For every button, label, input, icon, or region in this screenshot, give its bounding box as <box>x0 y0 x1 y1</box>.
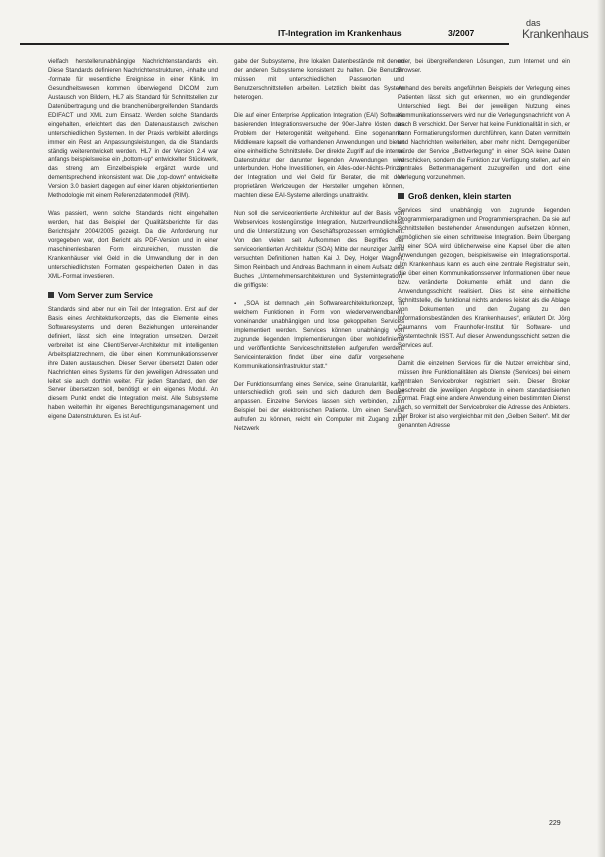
paragraph: Anhand des bereits angeführten Beispiels der Verlegung eines Patienten lässt sich gut erkennen, wo ein grundlegender Unterschied liegt. Bei der jeweiligen Nutzung eines Kommunikationsservers wird nur die Verlegungsnachricht von A nach B verschickt. Der Server hat keine Funktionalität in sich, er kann Formatierungsformen durchführen, kann Daten vermitteln und Nachrichten weiterleiten, aber mehr nicht. Demgegenüber würde der Service „Bettverlegung“ in einer SOA keine Daten verschicken, sondern die Funktion zur Verfügung stellen, auf ein zentrales Bettenmanagement zuzugreifen und dort eine Verlegung vorzunehmen. <box>398 85 570 182</box>
column-1 <box>48 58 218 431</box>
paragraph: gabe der Subsysteme, ihre lokalen Datenbestände mit denen der anderen Subsysteme konsistent zu halten. Die Benutzer müssen mit unterschiedlichen Passworten und Benutzerschnittstellen arbeiten. Letztlich bleibt das System heterogen. <box>234 59 404 101</box>
scan-edge-shadow <box>597 0 605 857</box>
section-heading-text: Groß denken, klein starten <box>408 192 512 202</box>
square-bullet-icon <box>48 292 54 298</box>
paragraph: Damit die einzelnen Services für die Nutzer erreichbar sind, müssen ihre Funktionalitäten als Dienste (Services) bei einem zentralen Servicebroker registriert sein. Dieser Broker beschreibt die jeweiligen Angebote in einem standardisierten Format. Fragt eine andere Anwendung einen bestimmten Dienst nach, so vermittelt der Servicebroker die Adresse des Anbieters. Der Broker ist also vergleichbar mit den „Gelben Seiten“. Mit der genannten Adresse <box>398 360 570 430</box>
header-issue: 3/2007 <box>448 28 475 38</box>
page-number: 229 <box>549 820 561 827</box>
paragraph: Die auf einer Enterprise Application Integration (EAI) Software basierenden Integrationsversuche der 90er-Jahre lösten das Problem der Heterogenität weitgehend. Eine sogenannte Middleware kapselt die vorhandenen Anwendungen und bietet eine einheitliche Schnittstelle. Der direkte Zugriff auf die interne Datenstruktur der darunter liegenden Anwendungen wird unterbunden. Hohe Investitionen, ein Alles-oder-Nichts-Prinzip der Integration und viel Geld für Berater, die mit den proprietären Werkzeugen der Hersteller umgehen können, machten diese EAI-Systeme allerdings unattraktiv. <box>234 112 404 200</box>
paragraph: Was passiert, wenn solche Standards nicht eingehalten werden, hat das Beispiel der Qualitätsberichte für das Berichtsjahr 2004/2005 gezeigt. Da die Anforderung nur vorgegeben war, dort Bericht als PDF-Version und in einer maschinenlesbaren Form einzureichen, mussten die Krankenhäuser viel Geld in die Umwandlung der in den unterschiedlichsten Formaten gespeicherten Daten in das XML-Format investieren. <box>48 211 218 280</box>
section-heading-text: Vom Server zum Service <box>58 290 153 300</box>
logo-name: Krankenhaus <box>522 27 589 41</box>
definition-quote: ▪ „SOA ist demnach „ein Softwarearchitekturkonzept, in welchem Funktionen in Form von wiederverwendbaren, voneinander unabhängigen und lose gekoppelten Services implementiert werden. Services können unabhängig von zugrunde liegenden Implementierungen über wohldefinierte und veröffentlichte Serviceschnittstellen aufgerufen werden. Serviceinteraktion findet über eine dafür vorgesehene Kommunikationsinfrastruktur statt.“ <box>234 300 404 370</box>
paragraph: oder, bei übergreifenderen Lösungen, zum Internet und ein Browser. <box>398 59 570 74</box>
section-heading <box>398 192 570 202</box>
logo-das: das <box>526 18 541 28</box>
header-section-title: IT-Integration im Krankenhaus <box>278 28 402 38</box>
page-header <box>20 18 589 48</box>
paragraph: vielfach herstellerunabhängige Nachrichtenstandards ein. Diese Standards definieren Nachrichtenstrukturen, -inhalte und -formate für wesentliche Ereignisse in einer Klinik. Im Gesundheitswesen kommen überwiegend DICOM zum Austausch von Bildern, HL7 als Standard für Schnittstellen zur Datenübertragung und die branchenübergreifenden Standards EDIFACT und XML zum Einsatz. Werden solche Standards eingehalten, erleichtert das den Datenaustausch zwischen unterschiedlichen Systemen. In der Praxis verbleibt allerdings immer ein Rest an Anpassungsleistungen, da die Standards ständig weiterentwickelt werden. HL7 in der Version 2.4 war anfangs beispielsweise ein „bottom-up“ entwickelter Stückwerk, das streng am Einzelbeispiele ergänzt wurde und dementsprechend inkonsistent war. Die „top-down“ entwickelte Version 3.0 basiert dagegen auf einer klaren objektorientierten Methodologie mit einem Referenzdatenmodell (RIM). <box>48 59 218 200</box>
paragraph: Standards sind aber nur ein Teil der Integration. Erst auf der Basis eines Architekturkonzepts, das die Elemente eines Softwaresystems und deren Beziehungen untereinander definiert, lässt sich eine Integration umsetzen. Derzeit verbreitet ist eine Client/Server-Architektur mit intelligenten Arbeitsplatzrechnern, die über einen Kommunikationsserver ihre Daten austauschen. Dieser Server übersetzt Daten oder Nachrichten eines Systems für den jeweiligen Adressaten und leitet sie auch dorthin weiter. Für jeden Standard, den der Server übersetzen soll, benötigt er ein eigenes Modul. An diesem Punkt endet die Integration meist. Alle Subsysteme haben weiterhin ihr eigenes Berechtigungsmanagement und eigene Datenstrukturen. Es ist Auf- <box>48 306 218 421</box>
section-heading <box>48 291 218 301</box>
paragraph: Nun soll die serviceorientierte Architektur auf der Basis von Webservices kostengünstige Integration, Nutzerfreundlichkeit und die Unterstützung von Geschäftsprozessen ermöglichen. Von den vielen seit Aufkommen des Begriffes der serviceorientierten Architektur (SOA) Mitte der neunziger Jahre versuchten Definitionen hatten Kai J. Dey, Holger Wagner, Simon Reinbach und Andreas Bachmann in einem Aufsatz des Buches „Unternehmensarchitekturen und Systemintegration“ die griffigste: <box>234 211 404 289</box>
column-3 <box>398 58 570 440</box>
column-2 <box>234 58 404 443</box>
square-bullet-icon <box>398 193 404 199</box>
journal-logo <box>520 18 605 48</box>
paragraph: Services sind unabhängig von zugrunde liegenden Programmierparadigmen und Programmiersprachen. Da sie auf Schnittstellen bestehender Anwendungen aufsetzen können, ermöglichen sie einen schrittweise Integration. Beim Übergang zu einer SOA wird üblicherweise eine Kapsel über die alten Anwendungen gezogen, beispielsweise ein Integrationsportal. „Im Krankenhaus kann es auch eine zentrale Registratur sein, die über einen Kommunikationsserver Informationen über neue bzw. veränderte Dokumente erhält und dann die Anwendungsschicht realisiert. Dies ist eine einheitliche Schnittstelle, die funktional nichts anderes leistet als die Ablage von Dokumenten und den Zugang zu den Informationsbeständen des Krankenhauses“, erläutert Dr. Jörg Caumanns vom Fraunhofer-Institut für Software- und Systemtechnik ISST. Auf dieser Anwendungsschicht setzen die Services auf. <box>398 208 570 349</box>
paragraph: Der Funktionsumfang eines Service, seine Granularität, kann unterschiedlich groß sein und sich dadurch dem Bedarf anpassen. Einzelne Services lassen sich verbinden, zum Beispiel bei der elektronischen Patiente. Um einen Service aufrufen zu können, reicht ein Computer mit Zugang zum Netzwerk <box>234 381 404 433</box>
header-rule <box>20 43 509 45</box>
